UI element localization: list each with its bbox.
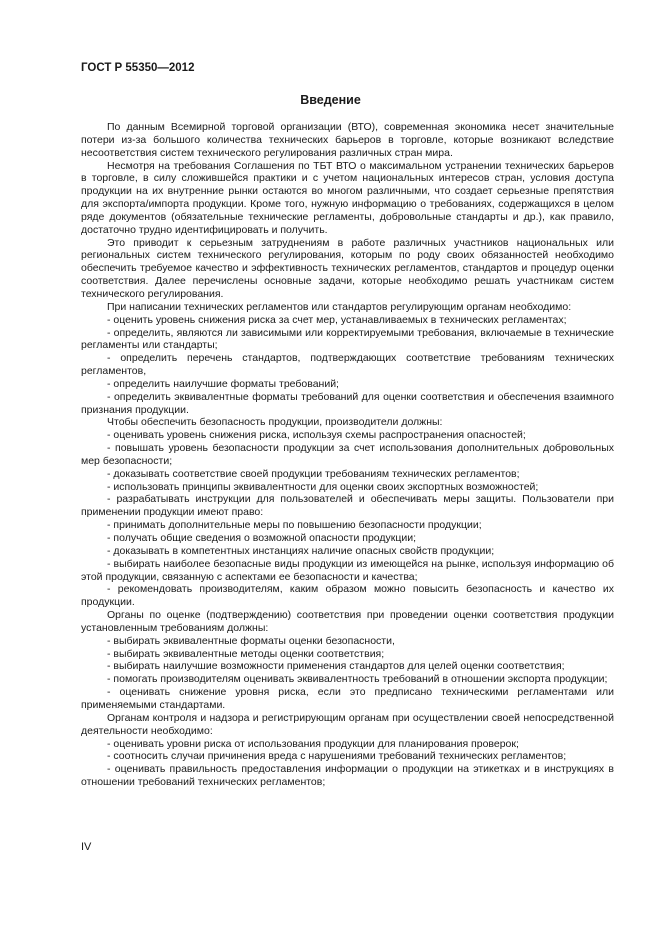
list-item: - доказывать в компетентных инстанциях наличие опасных свойств продукции; [107,544,495,557]
paragraph: По данным Всемирной торговой организации (ВТО), современная экономика несет значительные потери из-за большого количества технических барьеров в торговле, которые возникают вследствие несоответствия систем технического регулирования различных стран мира. [81,121,614,159]
list-item: - получать общие сведения о возможной опасности продукции; [107,532,417,544]
list-item: - использовать принципы эквивалентности для оценки своих экспортных возможностей; [107,480,539,493]
list-item: - определить наилучшие форматы требований; [107,377,339,390]
paragraph: Это приводит к серьезным затруднениям в работе различных участников национальных или региональных систем технического регулирования, которым по роду своих обязанностей необходимо обеспечить требуемое качество и эффективность технических регламентов, стандартов и процедур оценки соответствия. Далее перечислены основные задачи, которые необходимо решать участникам систем технического регулирования. [81,236,614,300]
standard-code: ГОСТ Р 55350—2012 [81,62,195,74]
list-item: - оценивать уровни риска от использования продукции для планирования проверок; [107,737,519,750]
list-item: - выбирать эквивалентные методы оценки соответствия; [107,647,385,660]
list-item: - оценивать правильность предоставления информации о продукции на этикетках и в инструкциях в отношении требований технических регламентов; [81,763,614,789]
list-item: - выбирать эквивалентные форматы оценки безопасности, [107,634,395,647]
section-title: Введение [300,93,361,107]
list-item: - выбирать наиболее безопасные виды продукции из имеющейся на рынке, используя информацию об этой продукции, связанную с аспектами ее безопасности и качества; [81,557,614,583]
list-item: - определить эквивалентные форматы требований для оценки соответствия и обеспечения взаимного признания продукции. [81,390,614,416]
paragraph: При написании технических регламентов или стандартов регулирующим органам необходимо: [107,300,572,313]
body-text [81,121,614,789]
page-number: IV [81,841,92,853]
list-item: - оценивать уровень снижения риска, используя схемы распространения опасностей; [107,429,526,442]
list-item: - доказывать соответствие своей продукции требованиям технических регламентов; [107,467,520,480]
paragraph: Чтобы обеспечить безопасность продукции, производители должны: [107,416,443,429]
list-item: - оценить уровень снижения риска за счет мер, устанавливаемых в технических регламентах; [107,313,567,326]
paragraph: Несмотря на требования Соглашения по ТБТ ВТО о максимальном устранении технических барьеров в торговле, в силу сложившейся практики и с учетом национальных интересов стран, условия доступа продукции на их внутренние рынки остаются во многом различными, что создает серьезные препятствия для экспорта/импорта продукции. Кроме того, нужную информацию о требованиях, содержащихся в целом ряде документов (обязательные технические регламенты, добровольные стандарты и др.), как правило, достаточно трудно идентифицировать и получить. [81,159,614,236]
list-item: - рекомендовать производителям, каким образом можно повысить безопасность и качество их продукции. [81,583,614,609]
list-item: - разрабатывать инструкции для пользователей и обеспечивать меры защиты. Пользователи при применении продукции имеют право: [81,493,614,519]
list-item: - определить, являются ли зависимыми или корректируемыми требования, включаемые в технические регламенты или стандарты; [81,326,614,352]
list-item: - определить перечень стандартов, подтверждающих соответствие требованиям технических регламентов, [81,352,614,378]
list-item: - помогать производителям оценивать эквивалентность требований в отношении экспорта продукции; [107,673,608,686]
list-item: - оценивать снижение уровня риска, если это предписано техническими регламентами или применяемыми стандартами. [81,686,614,711]
list-item: - принимать дополнительные меры по повышению безопасности продукции; [107,519,482,532]
list-item: - повышать уровень безопасности продукции за счет использования дополнительных добровольных мер безопасности; [81,442,614,467]
paragraph: Органам контроля и надзора и регистрирующим органам при осуществлении своей непосредственной деятельности необходимо: [81,711,614,737]
paragraph: Органы по оценке (подтверждению) соответствия при проведении оценки соответствия продукции установленным требованиям должны: [81,609,614,634]
list-item: - соотносить случаи причинения вреда с нарушениями требований технических регламентов; [107,750,567,763]
list-item: - выбирать наилучшие возможности применения стандартов для целей оценки соответствия; [107,660,565,673]
